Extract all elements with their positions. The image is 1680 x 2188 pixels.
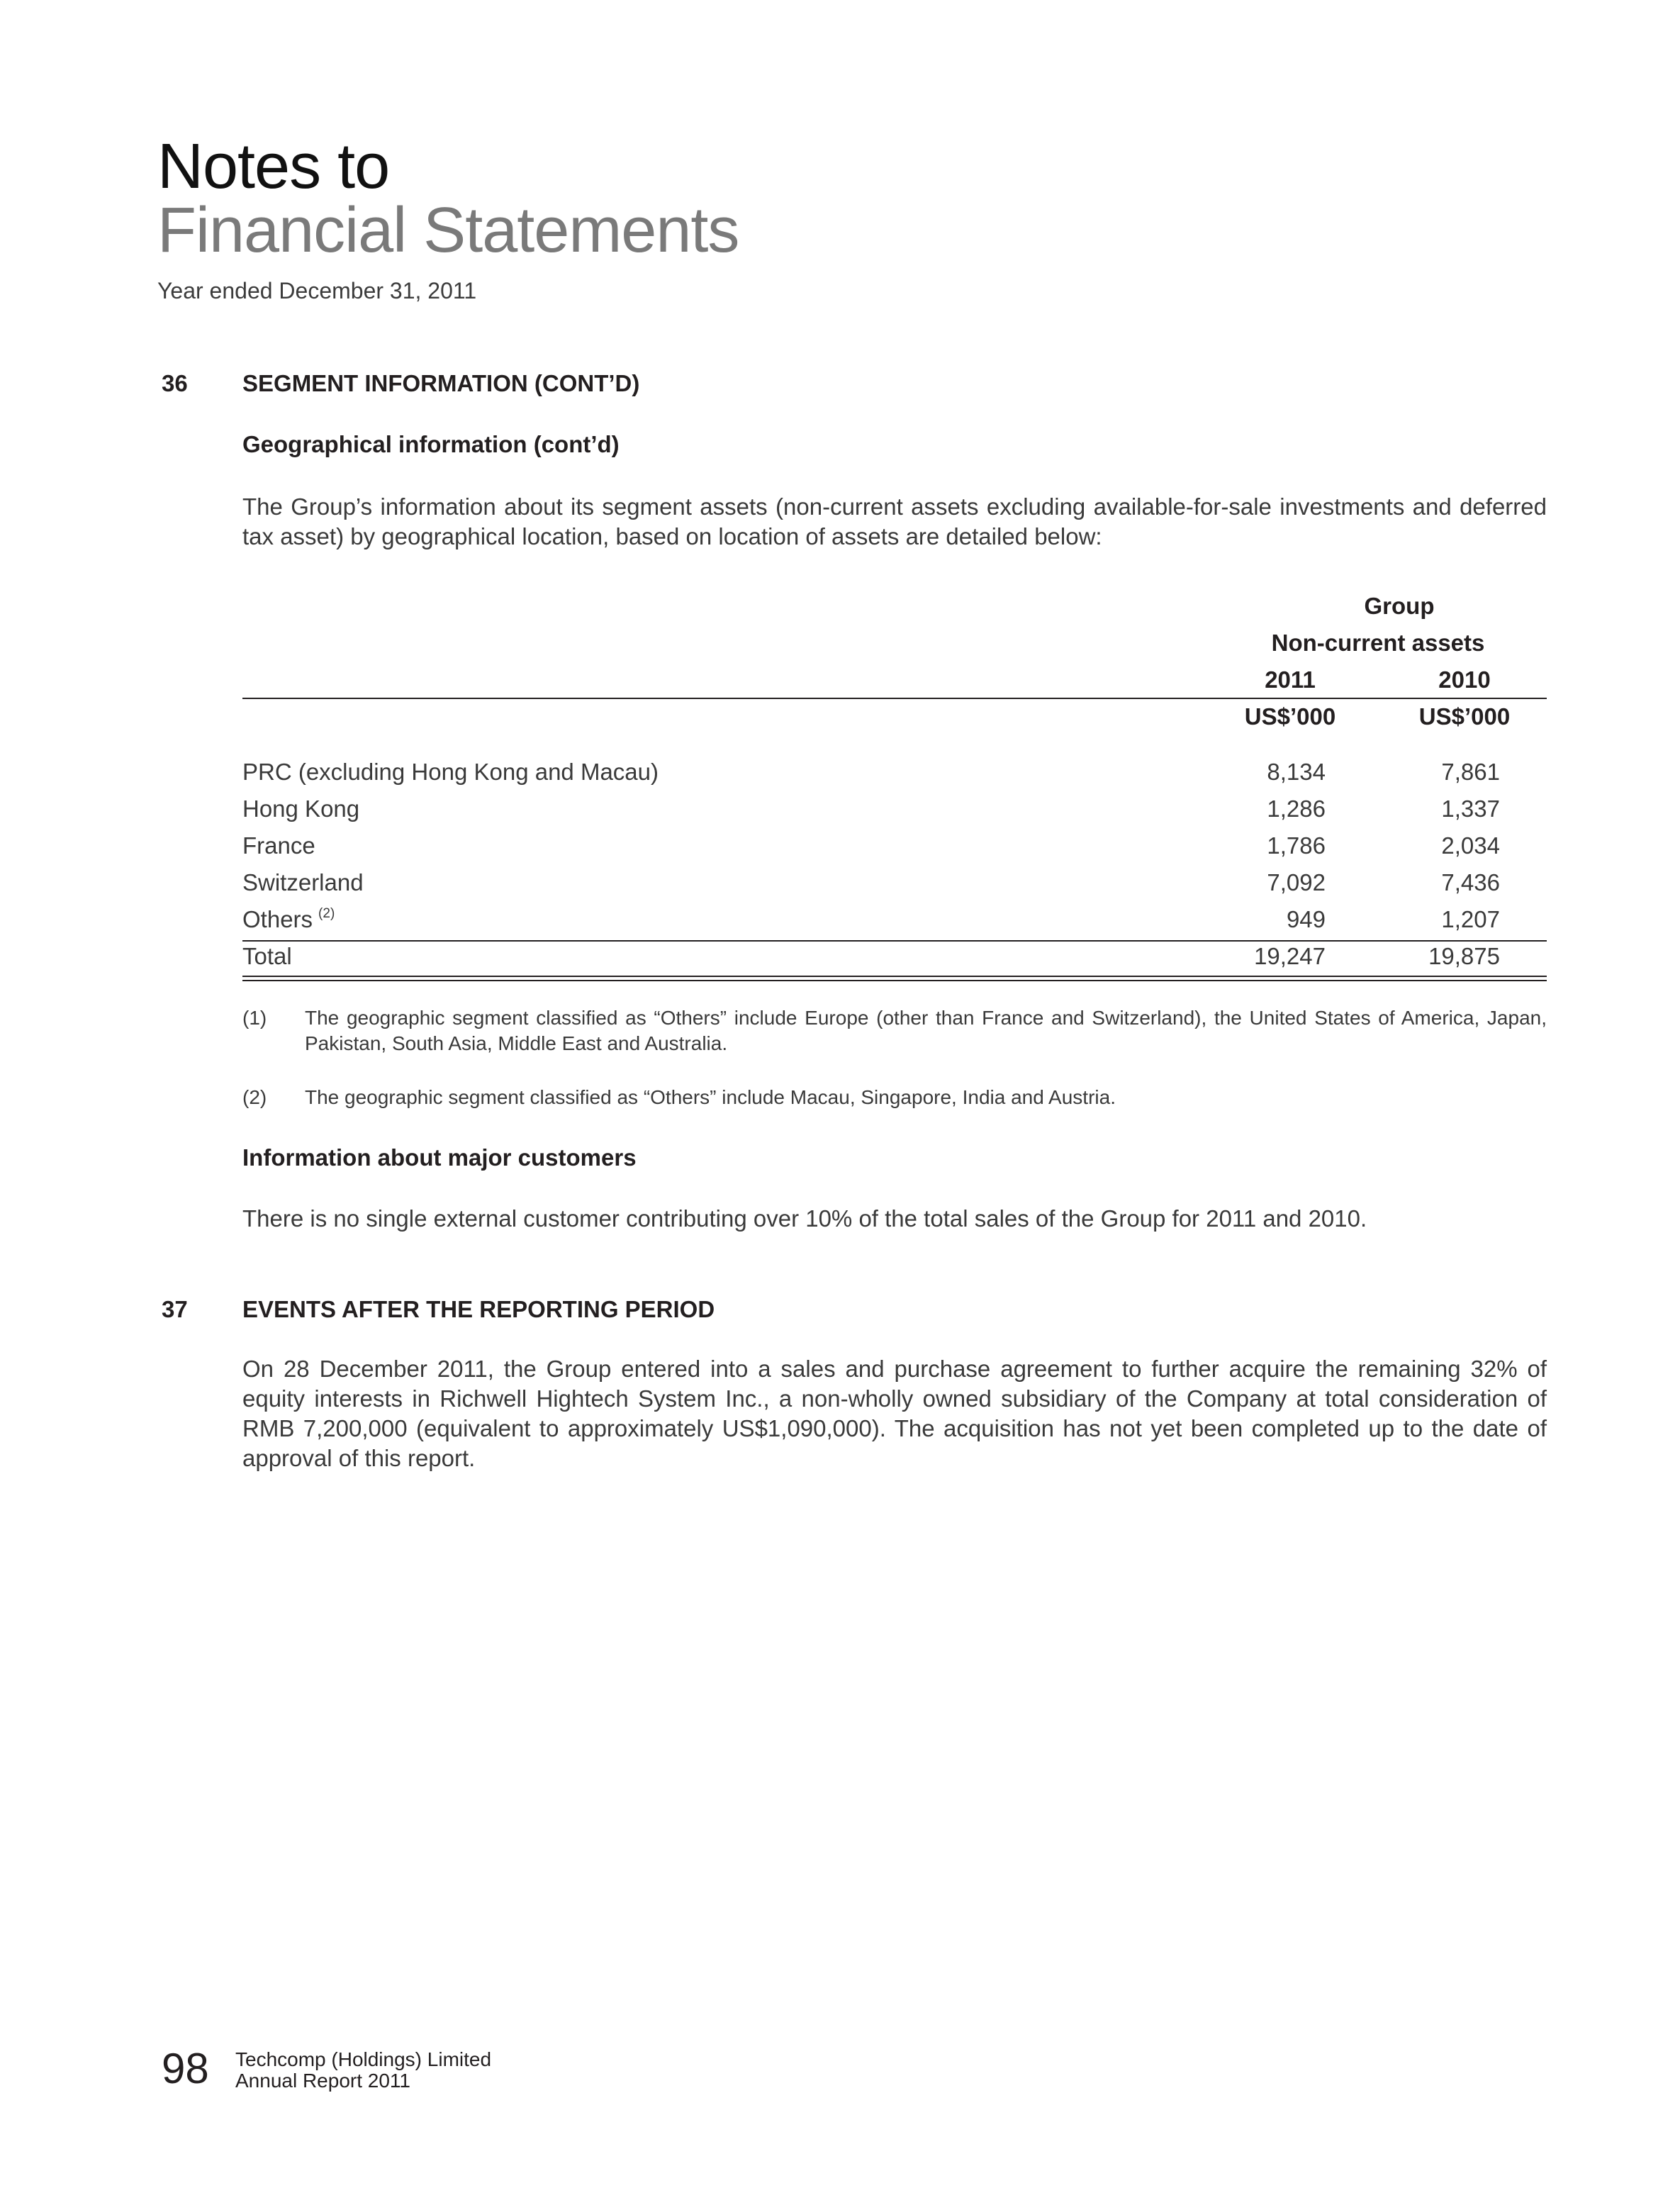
total-double-rule-1 [242,976,1547,977]
table-row [242,906,1547,943]
footnote-marker: (2) [318,906,335,921]
section-number: 36 [162,370,188,396]
column-header-2011: 2011 [1265,666,1316,693]
footnote-mark: (1) [242,1007,267,1029]
table-group-header: Group [1364,593,1435,619]
page-title: Notes to [157,131,390,202]
geographical-info-heading: Geographical information (cont’d) [242,431,620,457]
period-subtitle: Year ended December 31, 2011 [157,278,477,303]
table-subheader: Non-current assets [1271,630,1485,656]
row-label-text: Others [242,906,313,932]
column-unit-2011: US$’000 [1244,703,1336,730]
total-label: Total [242,943,292,969]
section-title: EVENTS AFTER THE REPORTING PERIOD [242,1296,715,1322]
table-row [242,869,1547,906]
value-2010: 7,861 [1441,759,1500,785]
major-customers-heading: Information about major customers [242,1144,637,1171]
major-customers-paragraph: There is no single external customer contributing over 10% of the total sales of the Group for 2011 and 2010. [242,1205,1367,1232]
footnote-text: The geographic segment classified as “Others” include Europe (other than France and Switzerland), the United States of America, Japan, Pakistan, South Asia, Middle East and Australia. [305,1007,1547,1054]
value-2010: 7,436 [1441,869,1500,895]
row-label: France [242,832,315,859]
company-name: Techcomp (Holdings) Limited [235,2048,492,2070]
value-2011: 949 [1286,906,1326,932]
total-2010: 19,875 [1428,943,1500,969]
row-label: Switzerland [242,869,364,895]
total-double-rule-2 [242,980,1547,981]
report-name: Annual Report 2011 [235,2070,410,2092]
row-label [242,906,335,933]
column-unit-2010: US$’000 [1418,703,1511,730]
publication-info [235,2049,491,2092]
value-2010: 1,337 [1441,796,1500,822]
footnote [242,1085,1547,1113]
section-title: SEGMENT INFORMATION (CONT’D) [242,370,640,396]
header-rule [242,698,1547,699]
value-2011: 8,134 [1267,759,1326,785]
section-number: 37 [162,1296,188,1322]
events-paragraph: On 28 December 2011, the Group entered into a sales and purchase agreement to further acquire the remaining 32% of equity interests in Richwell Hightech System Inc., a non-wholly owned subsidiary of the Company at total consideration of RMB 7,200,000 (equivalent to approximately US$1,090,000). The acquisition has not yet been completed up to the date of approval of this report. [242,1356,1547,1471]
page-number: 98 [162,2045,209,2092]
total-row [242,943,1547,980]
value-2010: 2,034 [1441,832,1500,859]
row-label: PRC (excluding Hong Kong and Macau) [242,759,659,785]
footnote [242,1005,1547,1062]
column-header-2010: 2010 [1438,666,1491,693]
table-row [242,832,1547,869]
row-label: Hong Kong [242,796,360,822]
footnote-text: The geographic segment classified as “Others” include Macau, Singapore, India and Austria. [305,1086,1116,1108]
page-header [157,131,739,304]
value-2011: 1,786 [1267,832,1326,859]
geographical-info-paragraph: The Group’s information about its segment assets (non-current assets excluding available-for-sale investments and deferred tax asset) by geographical location, based on location of assets are detailed below: [242,493,1547,549]
total-top-rule [242,940,1547,942]
value-2010: 1,207 [1441,906,1500,932]
total-2011: 19,247 [1254,943,1326,969]
value-2011: 1,286 [1267,796,1326,822]
page-title-secondary: Financial Statements [157,195,739,266]
table-row [242,796,1547,832]
table-row [242,759,1547,796]
value-2011: 7,092 [1267,869,1326,895]
footnote-mark: (2) [242,1086,267,1108]
